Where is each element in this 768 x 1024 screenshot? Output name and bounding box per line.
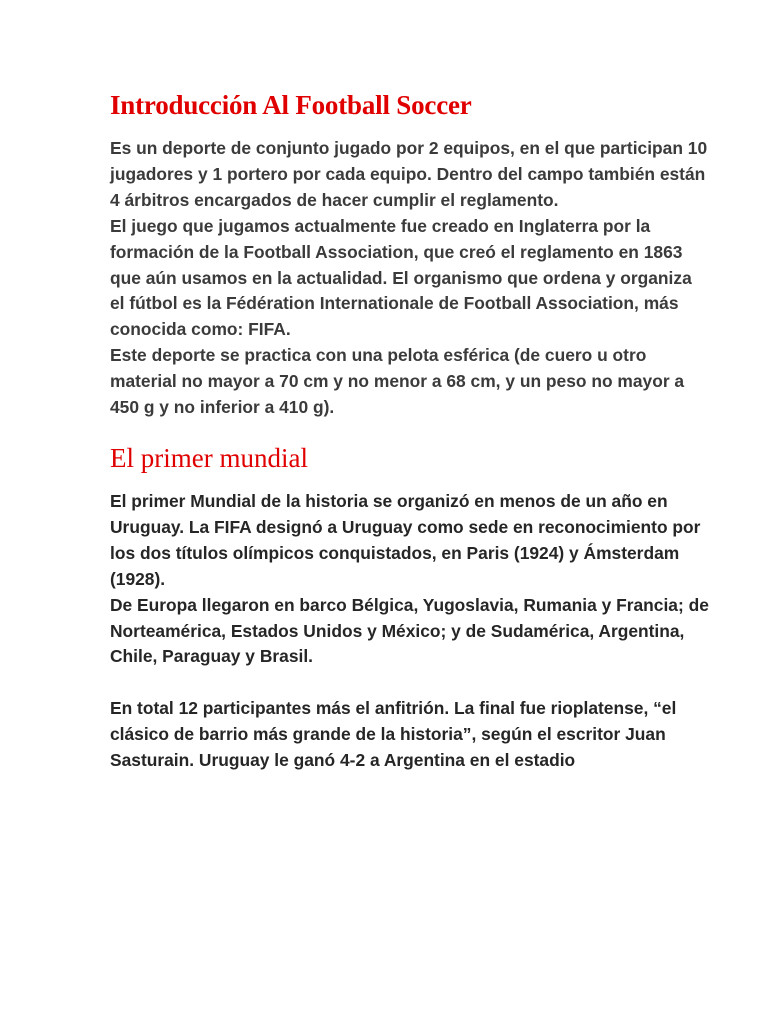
section-body-primer-mundial <box>110 489 710 774</box>
paragraph: Es un deporte de conjunto jugado por 2 equipos, en el que participan 10 jugadores y 1 portero por cada equipo. Dentro del campo también están 4 árbitros encargados de hacer cumplir el reglamento. <box>110 138 708 210</box>
paragraph: De Europa llegaron en barco Bélgica, Yugoslavia, Rumania y Francia; de Norteamérica, Estados Unidos y México; y de Sudamérica, Argentina, Chile, Paraguay y Brasil. <box>110 594 709 667</box>
section-body-introduccion <box>110 136 710 421</box>
document-page <box>110 86 710 774</box>
paragraph: Este deporte se practica con una pelota esférica (de cuero u otro material no mayor a 70 cm y no menor a 68 cm, y un peso no mayor a 450 g y no inferior a 410 g). <box>110 345 685 418</box>
paragraph: En total 12 participantes más el anfitrión. La final fue rioplatense, “el clásico de barrio más grande de la historia”, según el escritor Juan Sasturain. Uruguay le ganó 4-2 a Argentina en el estadio <box>110 698 677 771</box>
paragraph: El juego que jugamos actualmente fue creado en Inglaterra por la formación de la Football Association, que creó el reglamento en 1863 que aún usamos en la actualidad. El organismo que ordena y organiza el fútbol es la Fédération Internationale de Football Association, más conocida como: FIFA. <box>110 215 692 340</box>
section-heading-introduccion: Introducción Al Football Soccer <box>110 90 472 120</box>
section-heading-primer-mundial: El primer mundial <box>110 442 308 473</box>
paragraph: El primer Mundial de la historia se organizó en menos de un año en Uruguay. La FIFA designó a Uruguay como sede en reconocimiento por los dos títulos olímpicos conquistados, en Paris (1924) y Ámsterdam (1928). <box>110 490 701 589</box>
